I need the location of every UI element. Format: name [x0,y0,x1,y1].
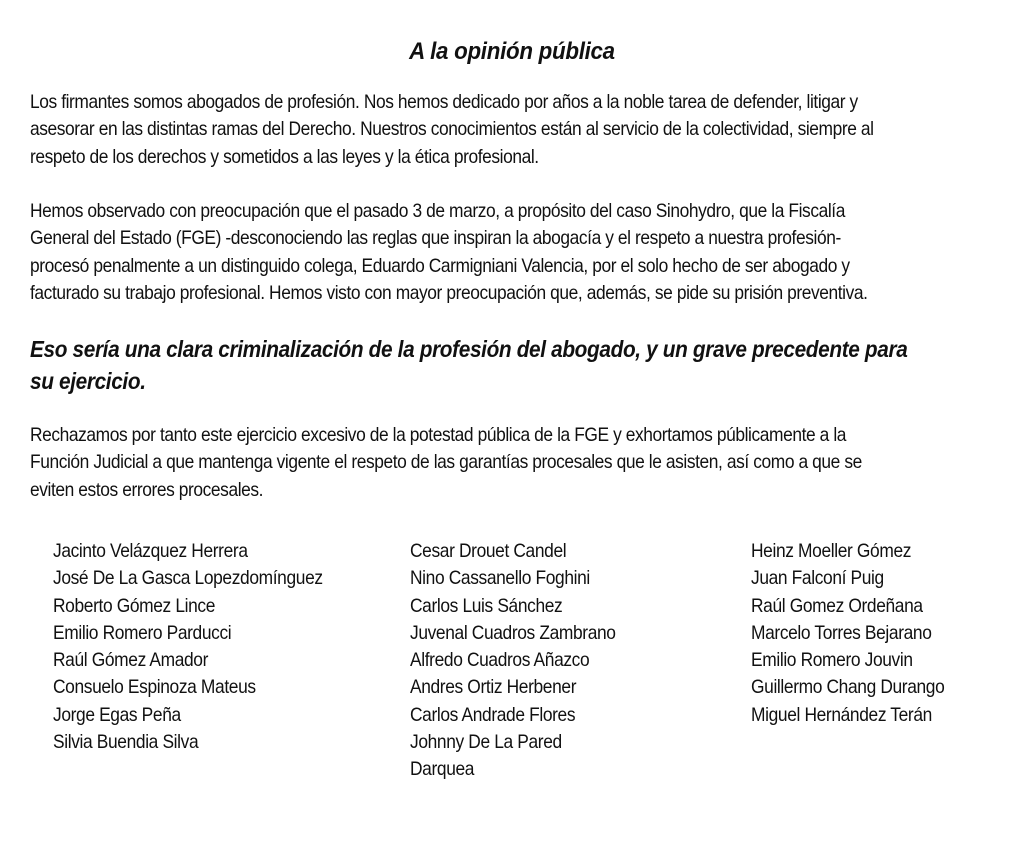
paragraph-line: Rechazamos por tanto este ejercicio excesivo de la potestad pública de la FGE y exhortamos públicamente a la [30,425,847,446]
paragraph-line: procesó penalmente a un distinguido colega, Eduardo Carmigniani Valencia, por el solo hecho de ser abogado y [30,255,850,277]
signatory-name: Raúl Gomez Ordeñana [751,595,923,617]
signatory-name: Darquea [410,759,475,781]
signatories-column-1 [53,538,323,756]
paragraph-intro [30,89,926,171]
signatory-name: Jacinto Velázquez Herrera [53,541,248,562]
document-title: A la opinión pública [409,38,615,65]
signatory-name: Raúl Gómez Amador [53,650,209,672]
signatory-name: Marcelo Torres Bejarano [751,622,932,644]
signatory-name: José De La Gasca Lopezdomínguez [53,568,323,590]
paragraph-line: Hemos observado con preocupación que el pasado 3 de marzo, a propósito del caso Sinohydro, que la Fiscalía [30,201,845,222]
signatory-name: Consuelo Espinoza Mateus [53,677,256,699]
signatory-name: Miguel Hernández Terán [751,704,932,726]
signatory-name: Juan Falconí Puig [751,568,884,590]
emphasis-statement [30,333,989,397]
paragraph-line: respeto de los derechos y sometidos a las leyes y la ética profesional. [30,146,539,168]
paragraph-line: facturado su trabajo profesional. Hemos visto con mayor preocupación que, además, se pide su prisión preventiva. [30,282,868,304]
signatory-name: Carlos Luis Sánchez [410,595,563,617]
signatory-name: Emilio Romero Jouvin [751,650,913,672]
emphasis-line: Eso sería una clara criminalización de la profesión del abogado, y un grave precedente para [30,336,908,362]
signatories-column-2 [410,538,616,784]
signatory-name: Emilio Romero Parducci [53,622,232,644]
signatory-name: Carlos Andrade Flores [410,704,576,726]
paragraph-line: Los firmantes somos abogados de profesión. Nos hemos dedicado por años a la noble tarea de defender, litigar y [30,92,858,113]
paragraph-line: eviten estos errores procesales. [30,479,264,501]
emphasis-line: su ejercicio. [30,368,146,394]
signatory-name: Cesar Drouet Candel [410,541,567,562]
signatory-name: Roberto Gómez Lince [53,595,216,617]
paragraph-line: General del Estado (FGE) -desconociendo las reglas que inspiran la abogacía y el respeto a nuestra profesión- [30,228,841,250]
paragraph-rejection [30,422,926,504]
paragraph-observation [30,198,926,307]
paragraph-line: asesorar en las distintas ramas del Derecho. Nuestros conocimientos están al servicio de la colectividad, siempre al [30,119,874,141]
signatory-name: Nino Cassanello Foghini [410,568,590,590]
signatory-name: Juvenal Cuadros Zambrano [410,622,616,644]
signatory-name: Jorge Egas Peña [53,704,181,726]
signatories-column-3 [751,538,944,729]
signatory-name: Silvia Buendia Silva [53,732,199,754]
signatory-name: Andres Ortiz Herbener [410,677,577,699]
signatory-name: Guillermo Chang Durango [751,677,945,699]
paragraph-line: Función Judicial a que mantenga vigente el respeto de las garantías procesales que le asisten, así como a que se [30,452,862,474]
signatory-name: Alfredo Cuadros Añazco [410,650,590,672]
signatory-name: Johnny De La Pared [410,732,562,754]
signatory-name: Heinz Moeller Gómez [751,541,912,562]
